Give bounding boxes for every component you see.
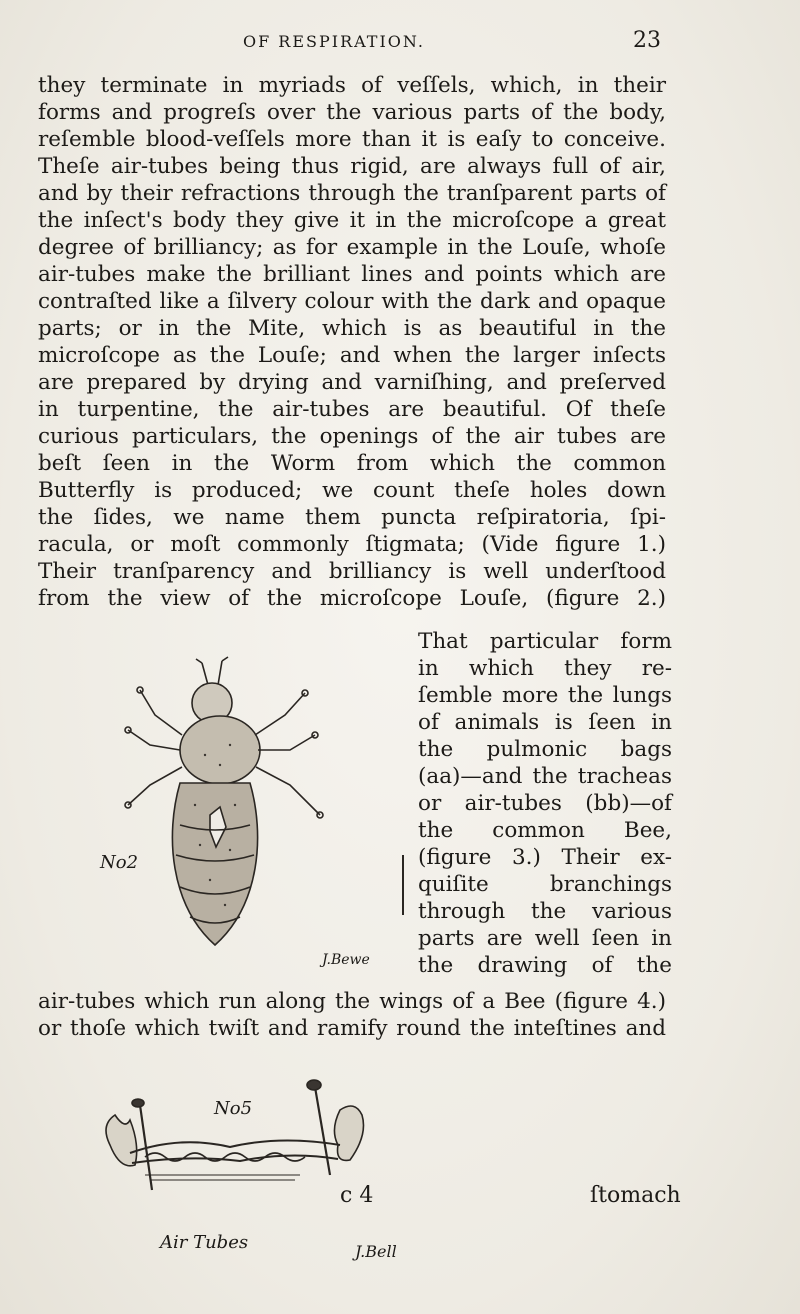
text-line: or thoſe which twiſt and ramify round the inteſtines and [38,1016,666,1041]
text-line: the drawing of the [418,953,672,978]
text-line: from the view of the microſcope Louſe, (figure 2.) [38,586,666,611]
text-line: the ſides, we name them puncta reſpiratoria, ſpi- [38,505,666,530]
text-line: (aa)—and the tracheas [418,764,672,789]
text-line: beſt ſeen in the Worm from which the common [38,451,666,476]
text-line: (figure 3.) Their ex- [418,845,672,870]
text-line: curious particulars, the openings of the air tubes are [38,424,666,449]
page-header [0,28,800,58]
signature-mark: c 4 [340,1183,374,1208]
louse-illustration [110,655,410,975]
column-divider [402,855,404,915]
text-line: reſemble blood-veſſels more than it is eaſy to conceive. [38,127,666,152]
text-line: parts are well ſeen in [418,926,672,951]
air-tubes-illustration [100,1075,370,1200]
text-line: are prepared by drying and varniſhing, and preſerved [38,370,666,395]
page-number: 23 [633,28,661,53]
figure-2-label: No2 [100,852,139,873]
text-line: and by their refractions through the tranſparent parts of [38,181,666,206]
text-line: in turpentine, the air-tubes are beautiful. Of theſe [38,397,666,422]
text-line: the common Bee, [418,818,672,843]
text-line: of animals is ſeen in [418,710,672,735]
text-line: the inſect's body they give it in the microſcope a great [38,208,666,233]
text-line: or air-tubes (bb)—of [418,791,672,816]
figure-5-label: No5 [214,1098,253,1119]
right-column-text [418,628,672,979]
text-line: Theſe air-tubes being thus rigid, are always full of air, [38,154,666,179]
text-line: contraſted like a ſilvery colour with the dark and opaque [38,289,666,314]
main-text-block [38,72,666,612]
text-line: degree of brilliancy; as for example in the Louſe, whoſe [38,235,666,260]
text-line: parts; or in the Mite, which is as beautiful in the [38,316,666,341]
figure-5-signature: J.Bell [355,1242,397,1261]
text-line: in which they re- [418,656,672,681]
text-line: through the various [418,899,672,924]
text-line: Butterfly is produced; we count theſe holes down [38,478,666,503]
bottom-text-block [38,988,666,1042]
catchword: ſtomach [590,1183,681,1208]
text-line: ſemble more the lungs [418,683,672,708]
text-line: That particular form [418,629,672,654]
text-line: Their tranſparency and brilliancy is well underſtood [38,559,666,584]
text-line: the pulmonic bags [418,737,672,762]
text-line: air-tubes make the brilliant lines and points which are [38,262,666,287]
text-line: racula, or moſt commonly ſtigmata; (Vide figure 1.) [38,532,666,557]
running-head: OF RESPIRATION. [243,32,425,51]
text-line: forms and progreſs over the various parts of the body, [38,100,666,125]
text-line: quiſite branchings [418,872,672,897]
text-line: air-tubes which run along the wings of a Bee (figure 4.) [38,989,666,1014]
figure-5-caption: Air Tubes [160,1232,249,1253]
text-line: they terminate in myriads of veſſels, which, in their [38,73,666,98]
figure-2-signature: J.Bewe [322,952,370,968]
text-line: microſcope as the Louſe; and when the larger inſects [38,343,666,368]
